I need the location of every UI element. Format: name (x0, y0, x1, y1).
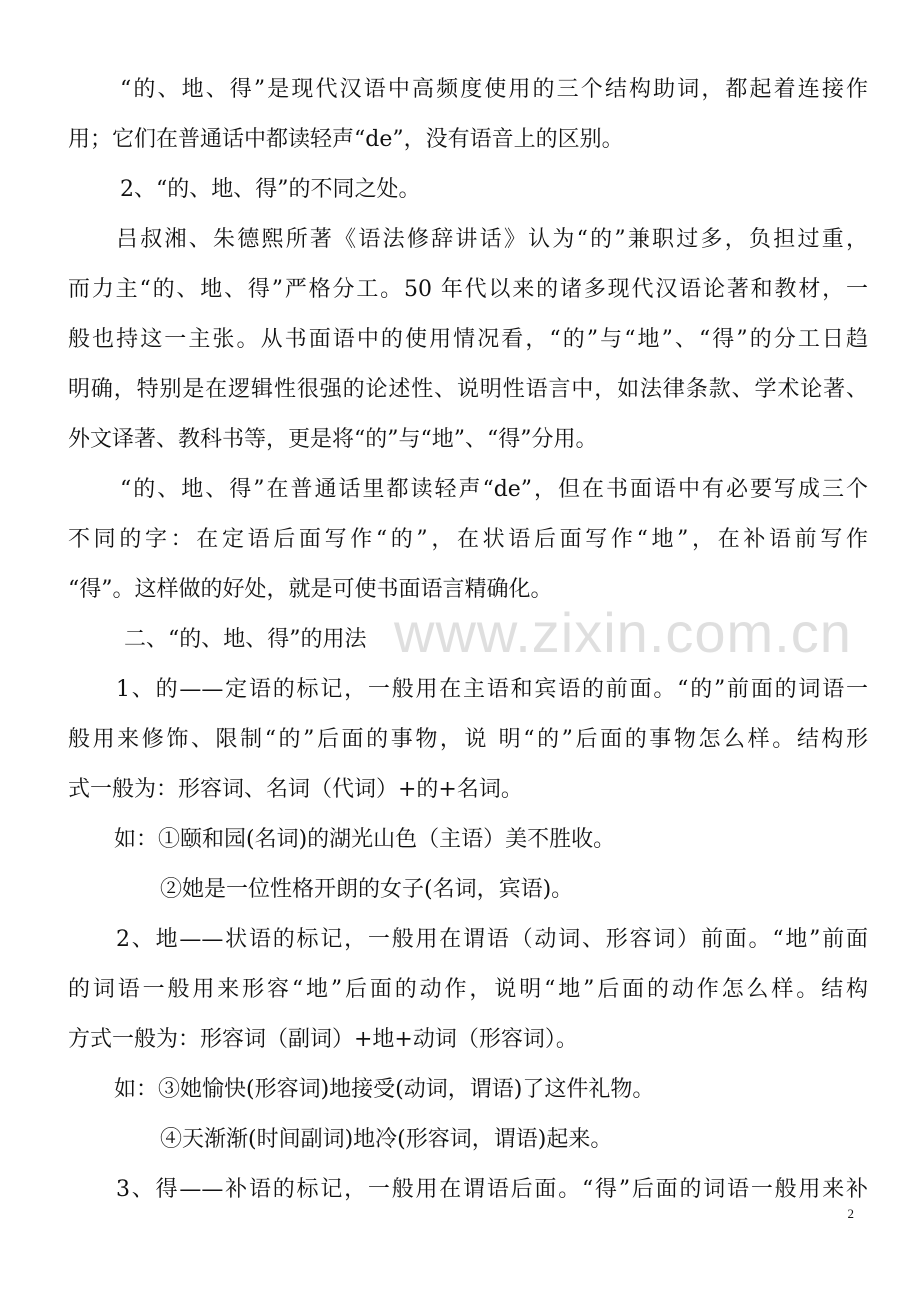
paragraph-line: 方式一般为：形容词（副词）+地+动词（形容词）。 (68, 1027, 578, 1052)
paragraph-line: 般也持这一主张。从书面语中的使用情况看，“的”与“地”、“得”的分工日趋 (68, 327, 868, 352)
paragraph-line: 外文译著、教科书等，更是将“的”与“地”、“得”分用。 (68, 427, 598, 452)
paragraph-line: 的词语一般用来形容“地”后面的动作，说明“地”后面的动作怎么样。结构 (68, 977, 868, 1002)
paragraph-line: “的、地、得”是现代汉语中高频度使用的三个结构助词，都起着连接作 (120, 77, 868, 102)
paragraph-line: 而力主“的、地、得”严格分工。50 年代以来的诸多现代汉语论著和教材，一 (68, 277, 868, 302)
watermark: www.zixin.com.cn (394, 601, 852, 664)
paragraph-line: 明确，特别是在逻辑性很强的论述性、说明性语言中，如法律条款、学术论著、 (68, 377, 868, 402)
paragraph-line: “的、地、得”在普通话里都读轻声“de”，但在书面语中有必要写成三个 (120, 477, 868, 502)
paragraph-line: “得”。这样做的好处，就是可使书面语言精确化。 (68, 577, 553, 602)
paragraph-line: 吕叔湘、朱德熙所著《语法修辞讲话》认为“的”兼职过多，负担过重， (116, 227, 868, 252)
section-heading: 2、“的、地、得”的不同之处。 (120, 177, 421, 202)
section-heading: 二、“的、地、得”的用法 (124, 627, 367, 652)
paragraph-line: 般用来修饰、限制“的”后面的事物，说 明“的”后面的事物怎么样。结构形 (68, 727, 868, 752)
paragraph-line: 不同的字：在定语后面写作“的”，在状语后面写作“地”，在补语前写作 (68, 527, 868, 552)
paragraph-line: 式一般为：形容词、名词（代词）+的+名词。 (68, 777, 523, 802)
example-line: 如：①颐和园(名词)的湖光山色（主语）美不胜收。 (114, 827, 616, 852)
paragraph-line: 2、地——状语的标记，一般用在谓语（动词、形容词）前面。“地”前面 (116, 927, 868, 952)
example-line: 如：③她愉快(形容词)地接受(动词，谓语)了这件礼物。 (114, 1077, 655, 1102)
page-number: 2 (847, 1206, 854, 1221)
paragraph-line: 1、的——定语的标记，一般用在主语和宾语的前面。“的”前面的词语一 (116, 677, 868, 702)
example-line: ②她是一位性格开朗的女子(名词，宾语)。 (160, 877, 574, 902)
paragraph-line: 用；它们在普通话中都读轻声“de”，没有语音上的区别。 (68, 127, 624, 152)
example-line: ④天渐渐(时间副词)地冷(形容词，谓语)起来。 (160, 1127, 613, 1152)
paragraph-line: 3、得——补语的标记，一般用在谓语后面。“得”后面的词语一般用来补 (116, 1177, 868, 1202)
